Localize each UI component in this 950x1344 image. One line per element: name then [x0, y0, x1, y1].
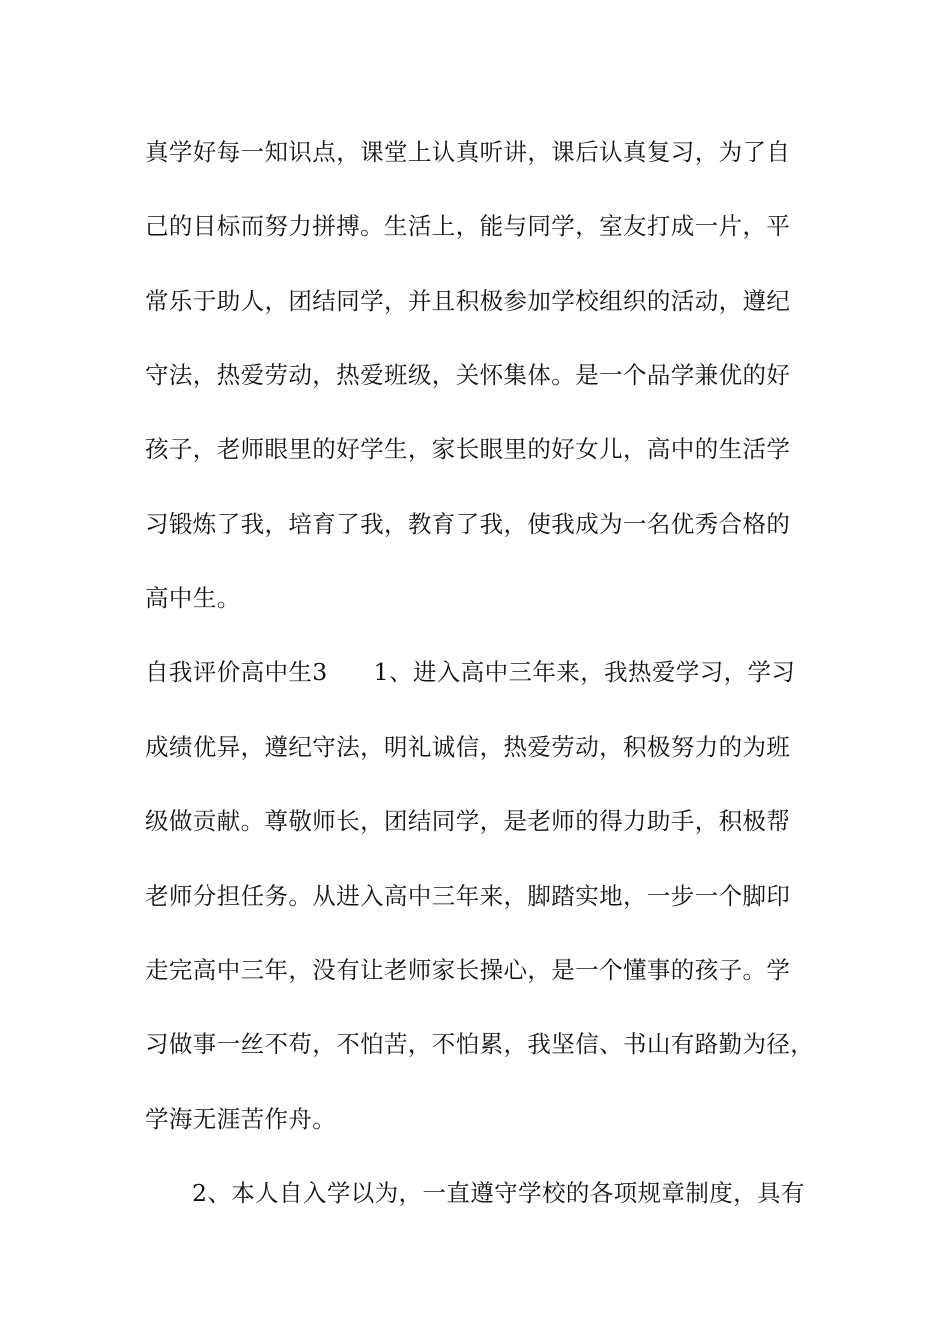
section-heading: 自我评价高中生3 [145, 658, 328, 686]
section-line [145, 652, 825, 692]
text-line: 习做事一丝不苟，不怕苦，不怕累，我坚信、书山有路勤为径， [145, 1030, 815, 1058]
text-line: 成绩优异，遵纪守法，明礼诚信，热爱劳动，积极努力的为班 [145, 733, 791, 761]
text-line: 真学好每一知识点，课堂上认真听讲，课后认真复习，为了自 [145, 138, 791, 166]
paragraph2-first-line: 2、本人自入学以为，一直遵守学校的各项规章制度，具有 [192, 1179, 805, 1207]
section-first-line: 1、进入高中三年来，我热爱学习，学习 [373, 658, 796, 686]
text-line: 学海无涯苦作舟。 [145, 1105, 337, 1133]
text-line: 走完高中三年，没有让老师家长操心，是一个懂事的孩子。学 [145, 956, 791, 984]
text-line: 己的目标而努力拼搏。生活上，能与同学，室友打成一片，平 [145, 212, 791, 240]
text-line: 孩子，老师眼里的好学生，家长眼里的好女儿，高中的生活学 [145, 435, 791, 463]
text-line: 习锻炼了我，培育了我，教育了我，使我成为一名优秀合格的 [145, 510, 791, 538]
text-line: 高中生。 [145, 584, 241, 612]
text-line: 老师分担任务。从进入高中三年来，脚踏实地，一步一个脚印 [145, 882, 791, 910]
text-line: 级做贡献。尊敬师长，团结同学，是老师的得力助手，积极帮 [145, 807, 791, 835]
text-line: 常乐于助人，团结同学，并且积极参加学校组织的活动，遵纪 [145, 287, 791, 315]
text-line: 守法，热爱劳动，热爱班级，关怀集体。是一个品学兼优的好 [145, 361, 791, 389]
